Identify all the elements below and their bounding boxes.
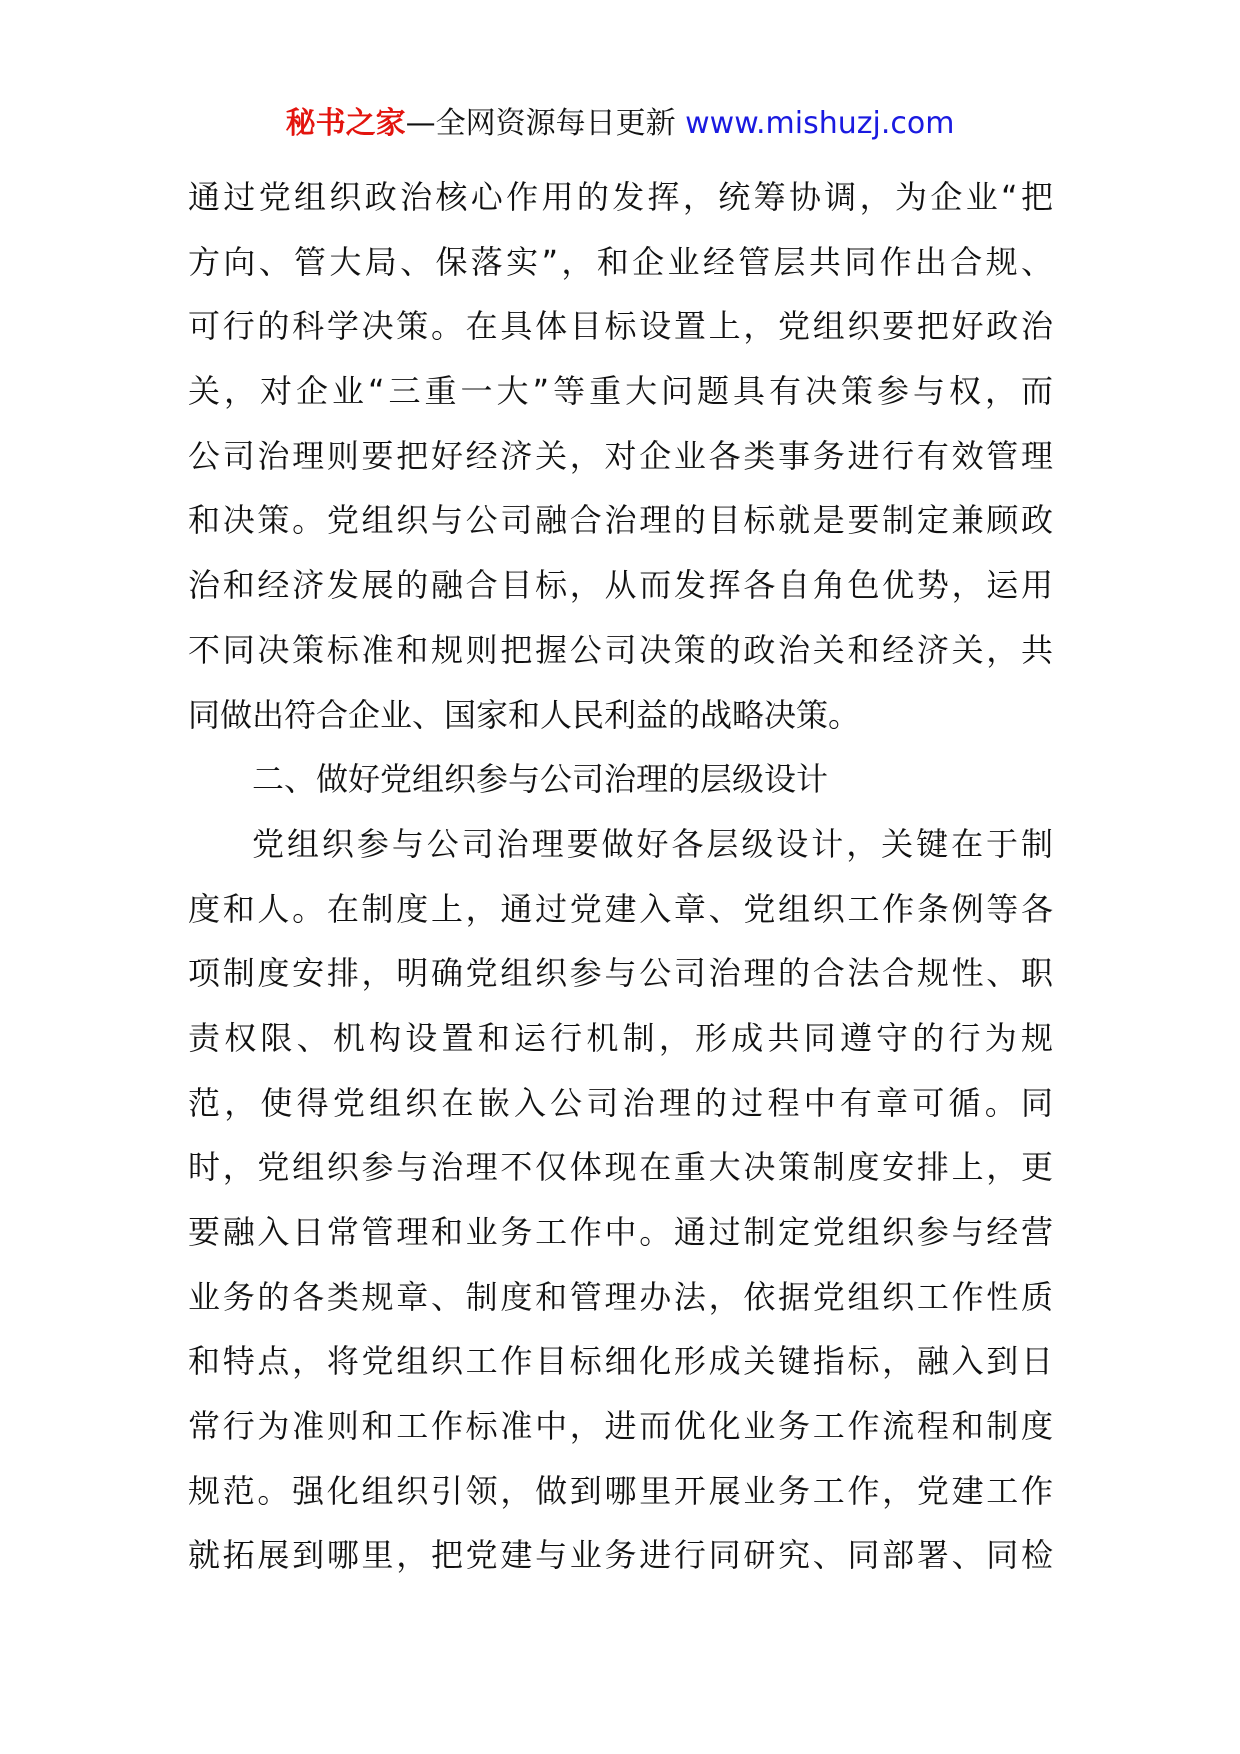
brand-name: 秘书之家 bbox=[285, 106, 406, 141]
text-line: 和特点，将党组织工作目标细化形成关键指标，融入到日 bbox=[188, 1342, 1053, 1381]
text-line: 常行为准则和工作标准中，进而优化业务工作流程和制度 bbox=[188, 1407, 1053, 1446]
text-line: 同做出符合企业、国家和人民利益的战略决策。 bbox=[188, 695, 861, 734]
text-line: 和决策。党组织与公司融合治理的目标就是要制定兼顾政 bbox=[188, 501, 1053, 540]
page-header bbox=[0, 100, 1240, 148]
text-line: 责权限、机构设置和运行机制，形成共同遵守的行为规 bbox=[188, 1018, 1053, 1057]
section-heading: 二、做好党组织参与公司治理的层级设计 bbox=[252, 760, 829, 799]
text-line: 方向、管大局、保落实”，和企业经管层共同作出合规、 bbox=[188, 242, 1053, 281]
document-body bbox=[188, 165, 1053, 1588]
text-line: 关，对企业“三重一大”等重大问题具有决策参与权，而 bbox=[188, 372, 1053, 411]
text-line: 通过党组织政治核心作用的发挥，统筹协调，为企业“把 bbox=[188, 178, 1053, 216]
text-line: 业务的各类规章、制度和管理办法，依据党组织工作性质 bbox=[188, 1277, 1053, 1316]
text-line: 不同决策标准和规则把握公司决策的政治关和经济关，共 bbox=[188, 630, 1053, 669]
text-line: 党组织参与公司治理要做好各层级设计，关键在于制 bbox=[252, 824, 1053, 863]
text-line: 就拓展到哪里，把党建与业务进行同研究、同部署、同检 bbox=[188, 1536, 1053, 1575]
text-line: 范，使得党组织在嵌入公司治理的过程中有章可循。同 bbox=[188, 1083, 1053, 1122]
header-slogan: —全网资源每日更新 bbox=[405, 106, 686, 141]
website-link[interactable]: www.mishuzj.com bbox=[685, 106, 955, 141]
text-line: 治和经济发展的融合目标，从而发挥各自角色优势，运用 bbox=[188, 566, 1053, 605]
text-line: 要融入日常管理和业务工作中。通过制定党组织参与经营 bbox=[188, 1213, 1053, 1251]
text-line: 时，党组织参与治理不仅体现在重大决策制度安排上，更 bbox=[188, 1148, 1053, 1187]
text-line: 度和人。在制度上，通过党建入章、党组织工作条例等各 bbox=[188, 889, 1053, 928]
text-line: 公司治理则要把好经济关，对企业各类事务进行有效管理 bbox=[188, 436, 1053, 475]
text-line: 可行的科学决策。在具体目标设置上，党组织要把好政治 bbox=[188, 307, 1053, 346]
text-line: 项制度安排，明确党组织参与公司治理的合法合规性、职 bbox=[188, 954, 1053, 993]
text-line: 规范。强化组织引领，做到哪里开展业务工作，党建工作 bbox=[188, 1471, 1053, 1510]
